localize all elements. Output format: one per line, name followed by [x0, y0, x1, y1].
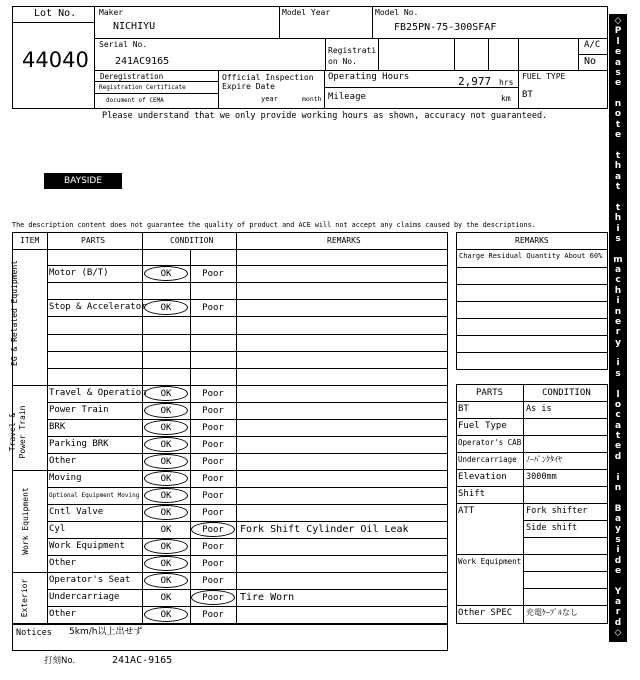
- table-row: [47, 385, 448, 402]
- strip-char: n: [614, 99, 622, 109]
- year-label: year: [261, 95, 278, 103]
- strip-char: a: [614, 597, 622, 607]
- strip-char: a: [614, 265, 622, 275]
- poor-mark: Poor: [202, 439, 224, 450]
- strip-char: d: [614, 555, 622, 566]
- strip-char: e: [614, 441, 622, 452]
- remarks-divider: [456, 301, 608, 302]
- ok-mark: OK: [144, 300, 188, 315]
- spec-part: Work Equipment: [458, 557, 522, 566]
- ok-mark: OK: [144, 403, 188, 418]
- strip-char: o: [614, 399, 622, 410]
- strip-char: ◇: [614, 16, 622, 26]
- spec-row: [456, 520, 608, 537]
- strip-char: s: [615, 534, 621, 545]
- table-row: [47, 555, 448, 572]
- part-label: Power Train: [49, 405, 109, 415]
- strip-char: i: [616, 296, 620, 307]
- mileage-label: Mileage: [328, 92, 366, 102]
- row-divider: [47, 316, 448, 317]
- strip-char: Y: [614, 586, 622, 597]
- ok-mark: OK: [144, 607, 188, 622]
- strip-char: [616, 577, 619, 586]
- strip-char: h: [614, 213, 622, 224]
- poor-mark: Poor: [202, 575, 224, 586]
- spec-part: ATT: [458, 506, 475, 516]
- remarks-divider: [456, 352, 608, 353]
- strip-char: t: [615, 182, 621, 192]
- part-label: Parking BRK: [49, 439, 109, 449]
- spec-row: [456, 503, 608, 520]
- strip-char: [616, 349, 619, 358]
- strip-char: [616, 463, 619, 472]
- ac-value: No: [584, 56, 597, 67]
- ok-mark: OK: [144, 573, 188, 588]
- spec-row: [456, 554, 608, 571]
- poor-mark: Poor: [202, 456, 224, 467]
- col-remarks: REMARKS: [327, 236, 361, 245]
- strip-char: e: [614, 47, 622, 58]
- strip-char: i: [616, 472, 620, 483]
- group-travel: Travel & Power Train: [8, 405, 27, 459]
- strip-char: a: [614, 171, 622, 182]
- spec-row: [456, 435, 608, 452]
- part-label: Motor (B/T): [49, 268, 109, 278]
- spec-condition: As is: [526, 404, 552, 414]
- strip-char: ◇: [614, 628, 622, 639]
- poor-mark: Poor: [202, 558, 224, 569]
- month-label: month: [302, 95, 322, 103]
- notices-label: Notices: [16, 628, 52, 638]
- strip-char: m: [613, 254, 623, 265]
- strip-char: h: [614, 285, 622, 296]
- row-divider: [47, 334, 448, 335]
- table-row: [47, 470, 448, 487]
- spec-row: [456, 469, 608, 486]
- remarks-divider: [456, 318, 608, 319]
- strip-char: t: [615, 431, 621, 441]
- right-remarks-header: REMARKS: [515, 236, 549, 245]
- hrs-unit: hrs: [499, 78, 514, 87]
- cema-label: document of CEMA: [106, 97, 164, 104]
- table-row: [47, 487, 448, 504]
- poor-mark: Poor: [191, 590, 235, 605]
- strip-char: r: [615, 607, 621, 618]
- row-divider: [47, 368, 448, 369]
- spec-row: [456, 605, 608, 622]
- spec-part: Elevation: [458, 472, 507, 482]
- strip-char: a: [614, 420, 622, 431]
- stamp-label: 打刻No.: [44, 656, 76, 666]
- stamp-value: 241AC-9165: [112, 655, 173, 666]
- part-label: Moving: [49, 473, 82, 483]
- ok-mark: OK: [160, 592, 172, 603]
- spec-part: Undercarriage: [458, 455, 517, 464]
- part-label: Operator's Seat: [49, 575, 131, 585]
- poor-mark: Poor: [202, 473, 224, 484]
- part-label: Stop & Accelerator: [49, 302, 147, 312]
- strip-char: c: [615, 410, 621, 421]
- table-row: [47, 453, 448, 470]
- col-item: ITEM: [20, 236, 40, 245]
- strip-char: e: [614, 565, 622, 576]
- parts-divider: [523, 537, 608, 538]
- part-label: Optional Equipment Moving: [49, 492, 140, 499]
- strip-char: y: [615, 524, 621, 535]
- part-label: Travel & Operation: [49, 388, 147, 398]
- group-work: Work Equipment: [21, 487, 30, 555]
- spec-part: Operator's CAB: [458, 438, 522, 447]
- ok-mark: OK: [144, 505, 188, 520]
- poor-mark: Poor: [202, 541, 224, 552]
- strip-char: a: [614, 57, 622, 68]
- col-parts: PARTS: [81, 236, 106, 245]
- part-label: Other: [49, 609, 77, 619]
- table-row: [47, 436, 448, 453]
- strip-char: i: [616, 223, 620, 234]
- disclaimer: The description content does not guarantee the quality of product and ACE will not accept any claims caused by the descriptions.: [12, 221, 536, 229]
- table-row: [47, 402, 448, 419]
- right-condition-header: CONDITION: [542, 388, 591, 398]
- inspection-label: Official Inspection Expire Date: [222, 73, 314, 91]
- spec-condition: ﾉｰﾊﾟﾝｸﾀｲﾔ: [526, 455, 562, 464]
- strip-char: [616, 90, 619, 99]
- right-parts-header: PARTS: [476, 388, 504, 398]
- bayside-badge: [44, 173, 122, 189]
- strip-char: h: [614, 161, 622, 172]
- lot-number: 44040: [22, 48, 89, 72]
- remarks-divider: [456, 267, 608, 268]
- part-label: Other: [49, 558, 77, 568]
- strip-char: t: [615, 202, 621, 213]
- strip-char: B: [614, 503, 622, 514]
- part-label: Cyl: [49, 524, 66, 534]
- strip-char: i: [616, 545, 620, 556]
- serial-label: Serial No.: [99, 40, 148, 49]
- strip-char: e: [614, 130, 622, 141]
- remark-text: Fork Shift Cylinder Oil Leak: [240, 524, 409, 535]
- poor-mark: Poor: [202, 405, 224, 416]
- strip-char: d: [614, 617, 622, 628]
- ok-mark: OK: [144, 420, 188, 435]
- ok-mark: OK: [144, 266, 188, 281]
- fuel-label: FUEL TYPE: [522, 72, 566, 81]
- poor-mark: Poor: [202, 422, 224, 433]
- col-condition: CONDITION: [170, 236, 214, 245]
- strip-char: e: [614, 78, 622, 89]
- location-notice-strip: [609, 14, 627, 642]
- parts-divider: [523, 571, 608, 572]
- poor-mark: Poor: [202, 388, 224, 399]
- strip-char: o: [614, 109, 622, 120]
- strip-char: [616, 142, 619, 151]
- spec-part: BT: [458, 404, 469, 414]
- spec-part: Shift: [458, 489, 486, 499]
- table-row: [47, 521, 448, 538]
- ok-mark: OK: [160, 524, 172, 535]
- lot-label: Lot No.: [34, 8, 77, 19]
- ok-mark: OK: [144, 556, 188, 571]
- model-no-value: FB25PN-75-300SFAF: [394, 22, 497, 33]
- fuel-value: BT: [522, 90, 533, 100]
- notices-value: 5km/h以上出せず: [69, 627, 143, 637]
- strip-char: t: [615, 150, 621, 161]
- table-row: [47, 265, 448, 282]
- strip-char: r: [615, 327, 621, 338]
- strip-char: i: [616, 358, 620, 369]
- part-label: Other: [49, 456, 77, 466]
- op-hours-label: Operating Hours: [328, 72, 410, 82]
- row-divider: [47, 282, 448, 283]
- ok-mark: OK: [144, 539, 188, 554]
- model-no-label: Model No.: [375, 8, 419, 17]
- serial-value: 241AC9165: [115, 56, 170, 67]
- remark-text: Tire Worn: [240, 592, 295, 603]
- registration-label: Registrati on No.: [328, 46, 377, 66]
- part-label: Cntl Valve: [49, 507, 104, 517]
- spec-condition: 3000mm: [526, 472, 557, 482]
- strip-char: d: [614, 451, 622, 462]
- part-label: BRK: [49, 422, 66, 432]
- strip-char: s: [615, 233, 621, 244]
- part-label: Undercarriage: [49, 592, 120, 602]
- strip-char: n: [614, 306, 622, 317]
- strip-char: n: [614, 482, 622, 493]
- group-exterior: Exterior: [20, 578, 29, 618]
- table-row: [47, 589, 448, 606]
- strip-char: l: [616, 36, 620, 47]
- strip-char: s: [615, 67, 621, 78]
- ok-mark: OK: [144, 386, 188, 401]
- strip-char: e: [614, 316, 622, 327]
- ok-mark: OK: [144, 471, 188, 486]
- maker-value: NICHIYU: [113, 21, 156, 32]
- poor-mark: Poor: [202, 490, 224, 501]
- poor-mark: Poor: [202, 268, 224, 279]
- strip-char: l: [616, 389, 620, 400]
- spec-condition: 充電ｹｰﾌﾞﾙなし: [526, 608, 578, 617]
- op-hours-value: 2,977: [458, 75, 492, 88]
- table-row: [47, 419, 448, 436]
- poor-mark: Poor: [202, 302, 224, 313]
- strip-char: a: [614, 514, 622, 524]
- strip-char: t: [615, 119, 621, 130]
- dereg-label: Deregistration: [100, 72, 164, 81]
- spec-condition: Side shift: [526, 523, 578, 533]
- ok-mark: OK: [144, 488, 188, 503]
- strip-char: [616, 245, 619, 254]
- ac-label: A/C: [584, 40, 601, 50]
- strip-char: P: [614, 26, 622, 37]
- model-year-label: Model Year: [282, 8, 331, 17]
- ok-mark: OK: [144, 454, 188, 469]
- table-row: [47, 572, 448, 589]
- remarks-divider: [456, 284, 608, 285]
- spec-condition: Fork shifter: [526, 506, 588, 516]
- strip-char: c: [615, 275, 621, 286]
- km-unit: km: [501, 94, 511, 103]
- strip-char: [616, 380, 619, 389]
- spec-row: [456, 486, 608, 503]
- spec-row: [456, 401, 608, 418]
- spec-row: [456, 418, 608, 435]
- strip-char: [616, 193, 619, 202]
- strip-char: [616, 494, 619, 503]
- strip-char: s: [615, 368, 621, 379]
- reg-cert-label: Registration Certificate: [99, 84, 186, 91]
- right-remarks-line1: Charge Residual Quantity About 60%: [459, 252, 603, 260]
- spec-row: [456, 452, 608, 469]
- table-row: [47, 504, 448, 521]
- group-eg: EG & Related Equipment: [10, 260, 19, 366]
- remarks-divider: [456, 335, 608, 336]
- part-label: Work Equipment: [49, 541, 125, 551]
- maker-label: Maker: [99, 8, 124, 17]
- strip-char: y: [615, 337, 621, 348]
- table-row: [47, 538, 448, 555]
- bayside-label: BAYSIDE: [63, 176, 103, 186]
- poor-mark: Poor: [202, 609, 224, 620]
- spec-part: Other SPEC: [458, 608, 513, 618]
- table-row: [47, 606, 448, 623]
- table-row: [47, 299, 448, 316]
- ok-mark: OK: [144, 437, 188, 452]
- poor-mark: Poor: [202, 507, 224, 518]
- poor-mark: Poor: [191, 522, 235, 537]
- parts-divider: [523, 588, 608, 589]
- hours-notice: Please understand that we only provide working hours as shown, accuracy not guaranteed.: [102, 111, 548, 121]
- spec-part: Fuel Type: [458, 421, 507, 431]
- row-divider: [47, 351, 448, 352]
